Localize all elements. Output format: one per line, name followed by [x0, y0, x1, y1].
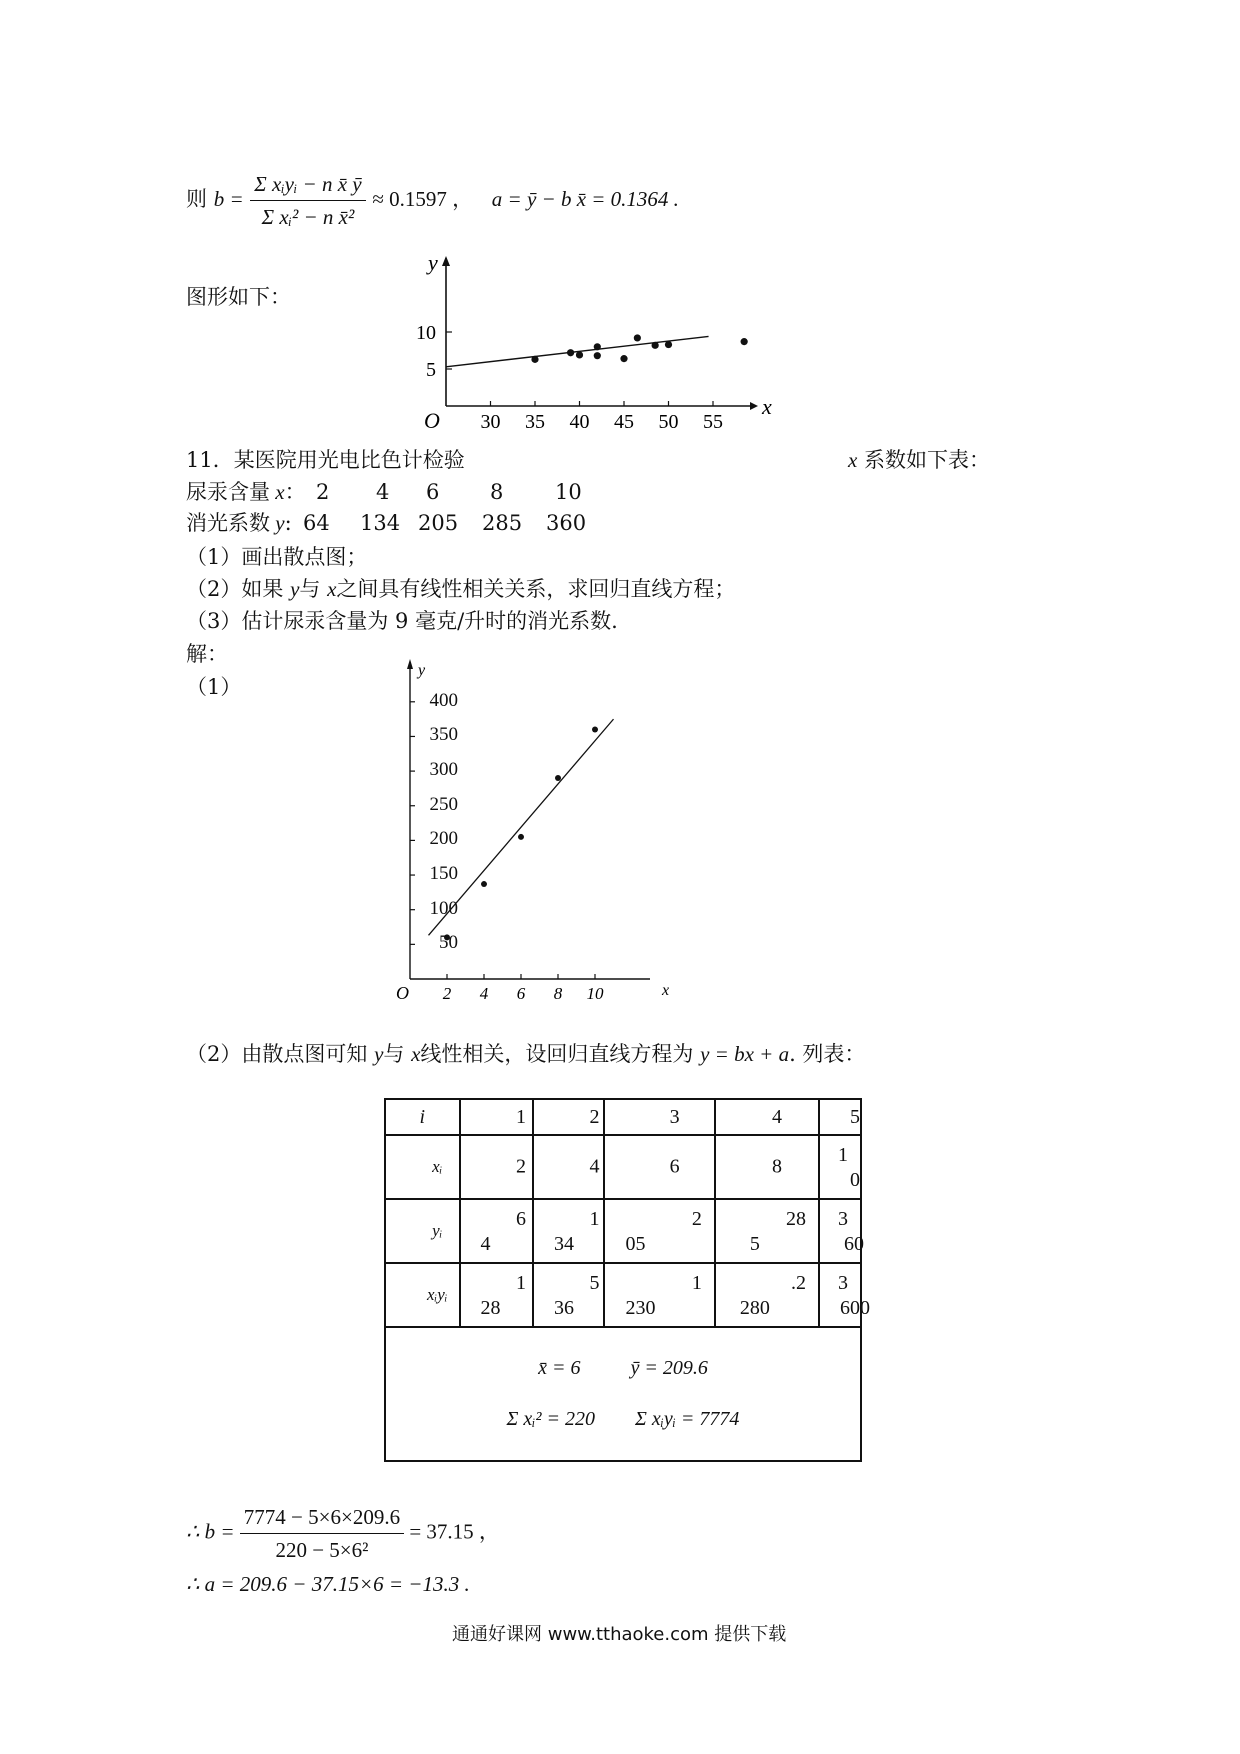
y-axis-label: y [418, 662, 426, 679]
row-x-v4: 10 [555, 480, 582, 504]
sum-x-squared: Σ xᵢ² = 220 [506, 1408, 595, 1430]
table-cell: 280 [739, 1297, 770, 1319]
table-row [385, 1263, 861, 1327]
q11-intro-end [848, 446, 990, 474]
table-cell: 2 [691, 1208, 702, 1230]
row-y-v0: 64 [303, 511, 330, 535]
table-cell: 05 [625, 1233, 646, 1255]
solution-part2-b: 与 [383, 1042, 405, 1066]
sum-xy: Σ xᵢyᵢ = 7774 [634, 1408, 740, 1430]
table-header-row [385, 1099, 861, 1135]
table-cell: 0 [850, 1169, 860, 1191]
formula-b-fraction [250, 170, 365, 231]
table-row [385, 1135, 861, 1199]
y-axis-arrow [407, 659, 413, 669]
solution-part2: （2）由散点图可知 y与 x线性相关，设回归直线方程为 y = bx + a. 列表： [186, 1042, 866, 1066]
table-cell: 8 [771, 1155, 782, 1178]
x-tick-label: 10 [586, 984, 604, 1003]
q11-part2-c: 之间具有线性相关关系，求回归直线方程； [336, 577, 736, 601]
table-cell: 600 [840, 1297, 870, 1319]
y-axis-label: y [428, 250, 438, 275]
row-y-v3: 285 [482, 511, 523, 535]
table-cell: 1 [838, 1144, 848, 1166]
row-x-v1: 4 [376, 480, 390, 504]
regression-equation: y = bx + a [700, 1042, 790, 1066]
table-cell: 6 [669, 1155, 680, 1178]
mean-y: ȳ = 209.6 [630, 1357, 708, 1379]
q11-part2-a: （2）如果 [186, 577, 284, 601]
regression-table [384, 1098, 870, 1462]
result-b-rhs: = 37.15 ， [409, 1519, 500, 1544]
row-y-v1: 134 [360, 511, 401, 535]
row-label: yᵢ [432, 1221, 443, 1240]
data-point [594, 343, 601, 350]
q11-intro-a: 11．某医院用光电比色计检验 [186, 448, 465, 472]
table-header-cell: 3 [604, 1099, 714, 1135]
row-y: 消光系数 y: [186, 511, 292, 535]
solution-part2-c: 线性相关，设回归直线方程为 [420, 1042, 694, 1066]
table-cell: 230 [625, 1297, 656, 1319]
data-point [481, 881, 487, 887]
data-point [567, 349, 574, 356]
y-tick-label: 100 [429, 897, 458, 919]
table-cell: 4 [480, 1233, 491, 1255]
row-y-label: 消光系数 [186, 511, 270, 535]
solution-label: 解： [186, 642, 228, 666]
table-cell: .2 [791, 1272, 806, 1294]
table-header-cell: 1 [460, 1099, 533, 1135]
formula-a: a = ȳ − b x̄ = 0.1364 . [491, 187, 679, 211]
table-cell: 28 [480, 1297, 501, 1319]
regression-line [446, 336, 709, 366]
data-point [741, 338, 748, 345]
row-y-v4: 360 [546, 511, 587, 535]
data-point [555, 775, 561, 781]
formula-b [186, 170, 679, 231]
row-x-label: 尿汞含量 [186, 480, 270, 504]
result-b-fraction [240, 1503, 404, 1564]
table-header-cell: 2 [533, 1099, 604, 1135]
result-b-denominator: 220 − 5×6² [275, 1538, 369, 1562]
table-cell: 28 [786, 1208, 806, 1230]
table-cell: 5 [749, 1233, 760, 1255]
table-cell: 3 [838, 1208, 848, 1230]
result-a: ∴ a = 209.6 − 37.15×6 = −13.3 . [186, 1572, 470, 1596]
solution-part2-a: （2）由散点图可知 [186, 1042, 368, 1066]
table-header-cell: 5 [819, 1099, 861, 1135]
table-cell: 1 [516, 1272, 526, 1294]
table-cell: 6 [516, 1208, 526, 1230]
x-tick-label: 45 [614, 411, 634, 433]
data-point [620, 355, 627, 362]
mean-x: x̄ = 6 [538, 1357, 581, 1379]
table-header-cell: 4 [715, 1099, 819, 1135]
row-x-v0: 2 [316, 480, 330, 504]
data-point [634, 334, 641, 341]
x-tick-label: 55 [703, 411, 723, 433]
table-summary-row [385, 1327, 861, 1461]
q11-intro-b: 系数如下表： [864, 448, 991, 472]
y-tick-label: 300 [429, 759, 458, 781]
table-cell: 36 [554, 1297, 574, 1319]
y-tick-label: 5 [426, 359, 436, 381]
x-tick-label: 2 [442, 984, 452, 1003]
y-tick-label: 400 [429, 689, 458, 711]
y-axis-arrow [442, 256, 450, 266]
result-b-numerator: 7774 − 5×6×209.6 [240, 1503, 404, 1534]
x-axis-arrow [750, 402, 758, 410]
q11-intro [186, 446, 465, 474]
origin-label: O [424, 408, 440, 433]
x-axis-label: x [662, 982, 670, 999]
formula-b-lhs: b = [213, 187, 244, 211]
row-y-v2: 205 [418, 511, 459, 535]
data-point [518, 834, 524, 840]
x-tick-label: 6 [516, 984, 526, 1003]
q11-part1: （1）画出散点图； [186, 545, 368, 569]
row-x: 尿汞含量 x： [186, 480, 306, 504]
result-b-lhs: ∴ b = [186, 1519, 235, 1544]
table-cell: 3 [838, 1272, 848, 1294]
data-point [594, 352, 601, 359]
y-tick-label: 150 [429, 863, 458, 885]
data-point [592, 727, 598, 733]
page-footer: 通通好课网 www.tthaoke.com 提供下载 [452, 1624, 787, 1645]
y-tick-label: 350 [429, 724, 458, 746]
y-tick-label: 10 [416, 322, 436, 344]
table-row [385, 1199, 861, 1263]
formula-prefix: 则 [186, 187, 207, 211]
graph-label: 图形如下： [186, 285, 291, 309]
y-tick-label: 200 [429, 828, 458, 850]
data-point [576, 351, 583, 358]
x-tick-label: 4 [479, 984, 489, 1003]
scatter-chart-1 [416, 250, 860, 470]
x-tick-label: 50 [658, 411, 679, 433]
q11-part2: （2）如果 y与 x之间具有线性相关关系，求回归直线方程； [186, 577, 736, 601]
formula-b-numerator: Σ xᵢyᵢ − n x̄ ȳ [250, 170, 365, 201]
scatter-chart-2 [396, 655, 730, 1010]
y-tick-label: 50 [439, 932, 458, 954]
q11-x-symbol: x [848, 448, 858, 472]
row-label: xᵢ [432, 1157, 443, 1176]
data-point [652, 342, 659, 349]
formula-b-approx: ≈ 0.1597 ， [372, 187, 474, 211]
table-cell: 34 [554, 1233, 574, 1255]
result-b [186, 1503, 500, 1564]
q11-part3: （3）估计尿汞含量为 9 毫克/升时的消光系数. [186, 609, 618, 633]
x-tick-label: 40 [569, 411, 590, 433]
table-cell: 5 [589, 1272, 600, 1294]
table-cell: 1 [589, 1208, 600, 1230]
row-x-v2: 6 [426, 480, 440, 504]
table-cell: 2 [516, 1155, 526, 1178]
data-point [665, 341, 672, 348]
row-x-v3: 8 [490, 480, 504, 504]
x-tick-label: 30 [480, 411, 501, 433]
table-cell: 1 [691, 1272, 702, 1294]
formula-b-denominator: Σ xᵢ² − n x̄² [261, 205, 355, 229]
q11-part2-b: 与 [299, 577, 321, 601]
y-tick-label: 250 [429, 793, 458, 815]
table-cell: 4 [589, 1155, 600, 1178]
origin-label: O [396, 983, 409, 1003]
row-label: xᵢyᵢ [427, 1285, 448, 1304]
solution-part1: （1） [186, 675, 242, 699]
x-axis-label: x [762, 394, 772, 419]
solution-part2-d: . 列表： [789, 1042, 866, 1066]
x-tick-label: 8 [553, 984, 563, 1003]
x-tick-label: 35 [525, 411, 545, 433]
data-point [531, 356, 538, 363]
table-cell: 60 [844, 1233, 864, 1255]
table-header-cell: i [385, 1099, 460, 1135]
